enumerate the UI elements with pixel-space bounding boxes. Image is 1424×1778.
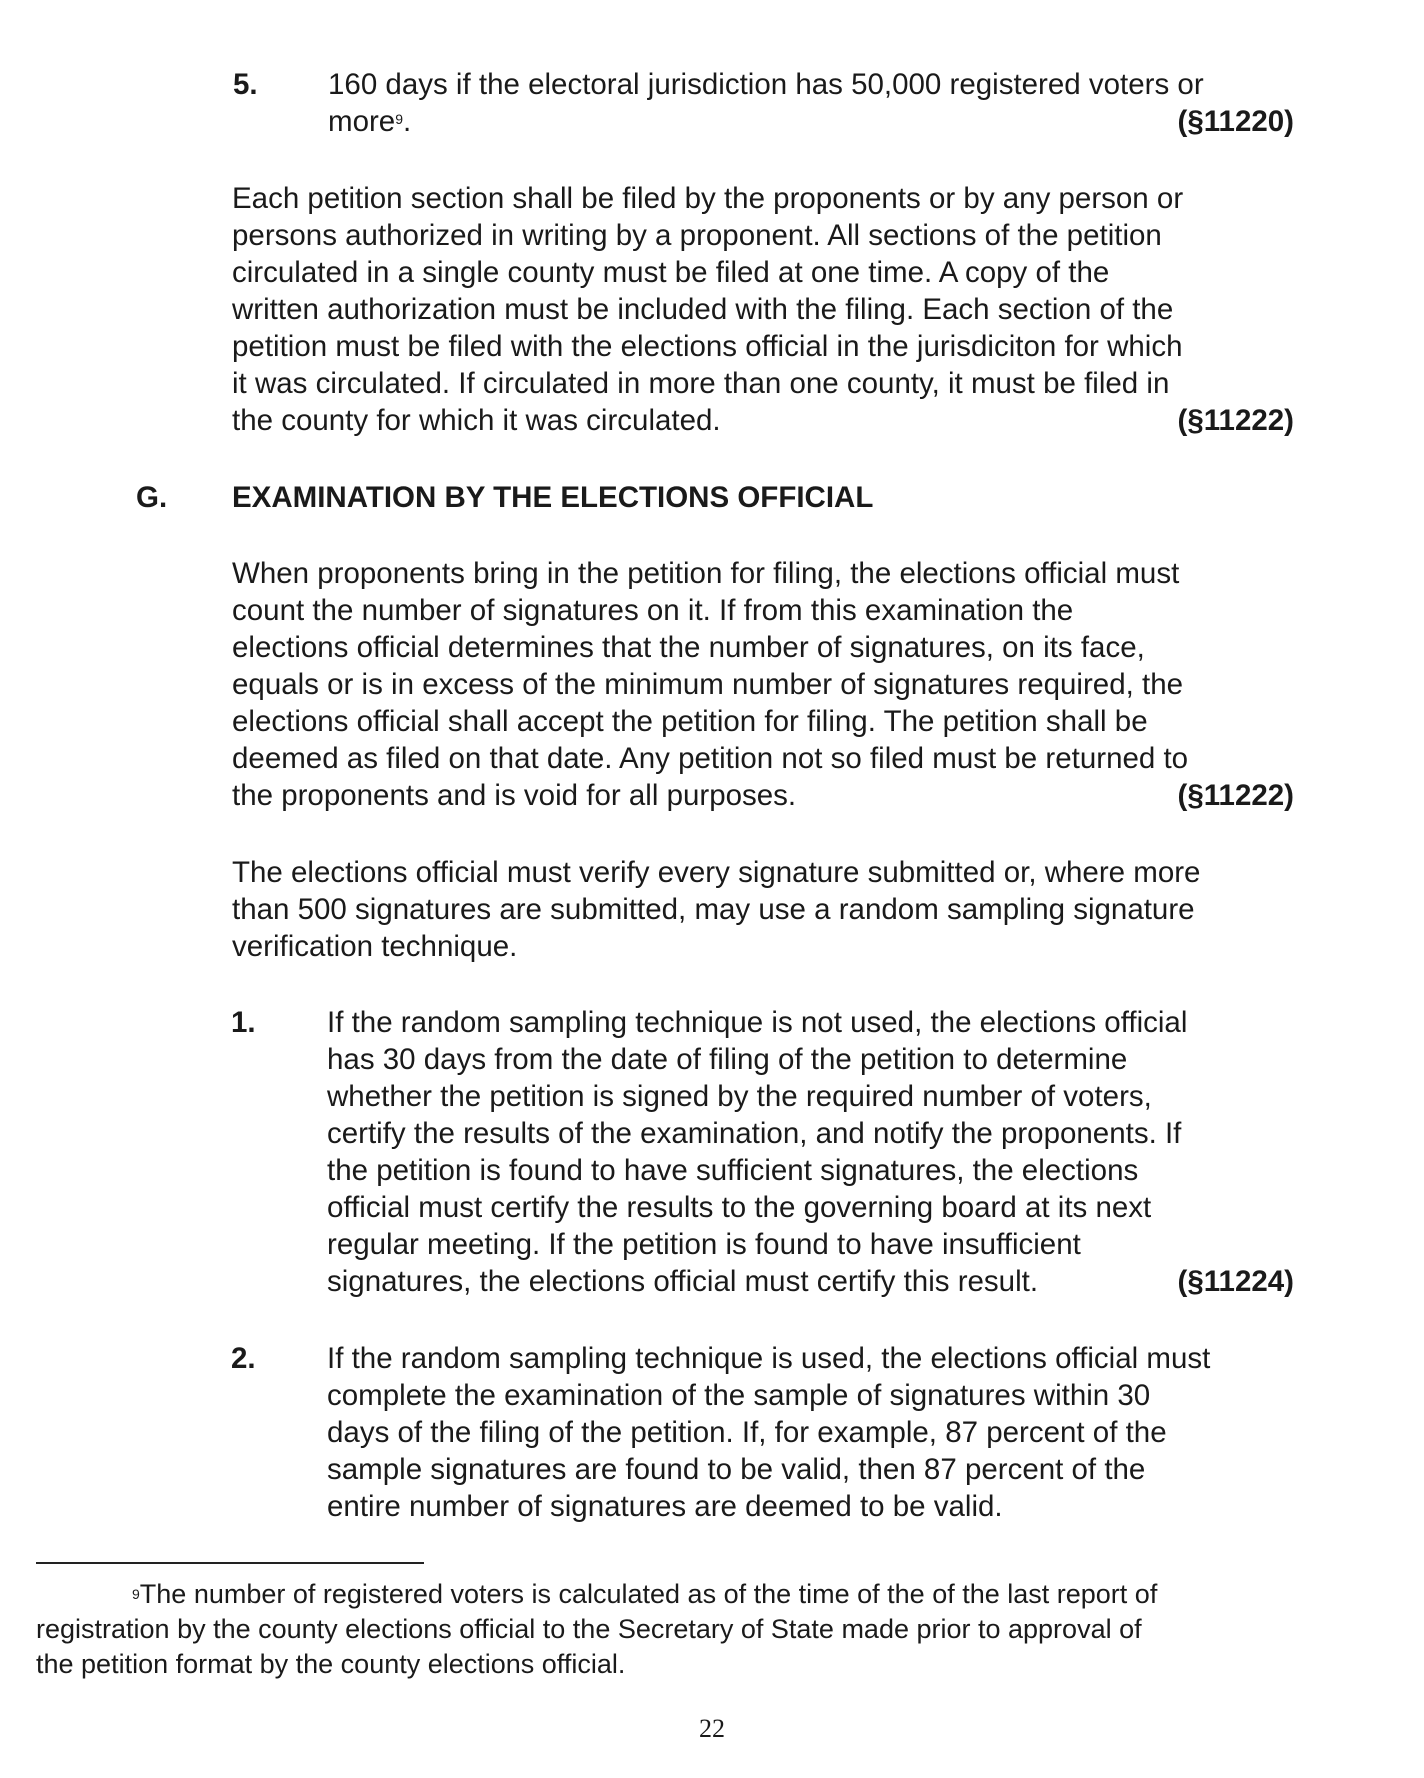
citation: (§11222) — [1177, 779, 1294, 812]
paragraph-line: than 500 signatures are submitted, may use a random sampling signature — [232, 893, 1195, 926]
item-2-number: 2. — [231, 1342, 256, 1375]
item-line: days of the filing of the petition. If, for example, 87 percent of the — [327, 1416, 1167, 1449]
item-5-text — [328, 66, 1294, 140]
paragraph-line: deemed as filed on that date. Any petition not so filed must be returned to — [232, 742, 1189, 775]
footnote-divider — [36, 1562, 424, 1564]
paragraph-line: elections official determines that the number of signatures, on its face, — [232, 631, 1145, 664]
paragraph-line: verification technique. — [232, 930, 518, 963]
item-5-line — [328, 103, 1294, 140]
paragraph-line: Each petition section shall be filed by the proponents or by any person or — [232, 182, 1184, 215]
paragraph-line: When proponents bring in the petition for filing, the elections official must — [232, 557, 1180, 590]
paragraph-line: persons authorized in writing by a proponent. All sections of the petition — [232, 219, 1162, 252]
item-line — [327, 1263, 1294, 1300]
section-heading: EXAMINATION BY THE ELECTIONS OFFICIAL — [232, 481, 874, 514]
item-line: whether the petition is signed by the required number of voters, — [327, 1080, 1152, 1113]
examination-paragraph — [232, 555, 1294, 814]
footnote-line: the petition format by the county elections official. — [36, 1649, 626, 1679]
paragraph-line: count the number of signatures on it. If from this examination the — [232, 594, 1074, 627]
item-5-number: 5. — [233, 68, 258, 101]
item-line-text: signatures, the elections official must certify this result. — [327, 1265, 1039, 1298]
item-1-text — [327, 1004, 1294, 1300]
paragraph-line: written authorization must be included with the filing. Each section of the — [232, 293, 1174, 326]
paragraph-line: elections official shall accept the petition for filing. The petition shall be — [232, 705, 1148, 738]
item-line: complete the examination of the sample of signatures within 30 — [327, 1379, 1151, 1412]
item-line: the petition is found to have sufficient signatures, the elections — [327, 1154, 1139, 1187]
item-line: certify the results of the examination, and notify the proponents. If — [327, 1117, 1182, 1150]
paragraph-line: it was circulated. If circulated in more than one county, it must be filed in — [232, 367, 1170, 400]
item-5-line: 160 days if the electoral jurisdiction has 50,000 registered voters or — [328, 68, 1204, 101]
item-5-line-end: . — [403, 105, 412, 138]
item-5-line-text: more — [328, 105, 396, 138]
section-letter: G. — [136, 481, 168, 514]
footnote-line: registration by the county elections official to the Secretary of State made prior to approval of — [36, 1614, 1142, 1644]
paragraph-line: petition must be filed with the elections official in the jurisdiciton for which — [232, 330, 1183, 363]
citation: (§11224) — [1177, 1265, 1294, 1298]
item-line: sample signatures are found to be valid, then 87 percent of the — [327, 1453, 1146, 1486]
item-line: If the random sampling technique is not used, the elections official — [327, 1006, 1188, 1039]
item-1-number: 1. — [231, 1006, 256, 1039]
filing-paragraph — [232, 180, 1294, 439]
paragraph-line: circulated in a single county must be filed at one time. A copy of the — [232, 256, 1110, 289]
item-line: official must certify the results to the governing board at its next — [327, 1191, 1152, 1224]
paragraph-line — [232, 402, 1294, 439]
page-number: 22 — [699, 1714, 725, 1743]
item-line: If the random sampling technique is used, the elections official must — [327, 1342, 1211, 1375]
item-line: regular meeting. If the petition is found to have insufficient — [327, 1228, 1081, 1261]
verification-paragraph — [232, 854, 1294, 965]
paragraph-line: equals or is in excess of the minimum number of signatures required, the — [232, 668, 1184, 701]
footnote-line — [36, 1577, 1336, 1612]
citation: (§11220) — [1177, 105, 1294, 138]
paragraph-line — [232, 777, 1294, 814]
paragraph-line-text: the county for which it was circulated. — [232, 404, 721, 437]
item-2-text — [327, 1340, 1294, 1525]
citation: (§11222) — [1177, 404, 1294, 437]
footnote-line-text: The number of registered voters is calculated as of the time of the of the last report of — [139, 1579, 1158, 1609]
paragraph-line-text: the proponents and is void for all purposes. — [232, 779, 797, 812]
paragraph-line: The elections official must verify every signature submitted or, where more — [232, 856, 1201, 889]
footnote-reference: 9 — [395, 111, 404, 127]
item-line: entire number of signatures are deemed to be valid. — [327, 1490, 1003, 1523]
footnote — [36, 1577, 1336, 1682]
item-line: has 30 days from the date of filing of the petition to determine — [327, 1043, 1128, 1076]
footnote-marker: 9 — [132, 1586, 140, 1602]
